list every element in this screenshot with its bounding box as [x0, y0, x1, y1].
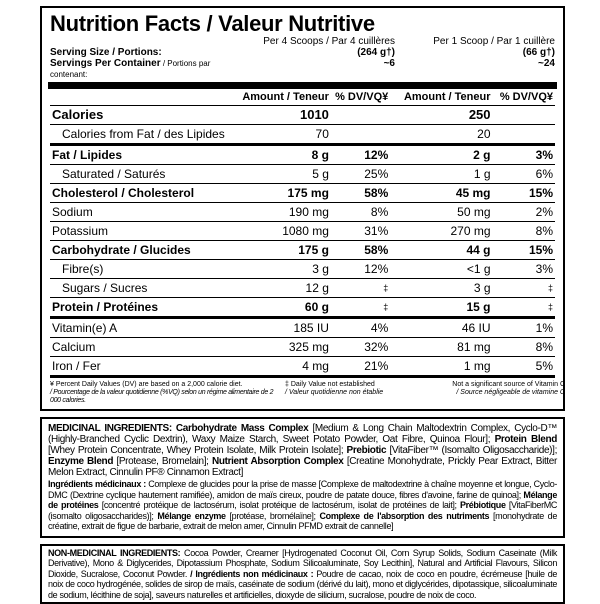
table-row: Protein / Protéines 60 g ‡ 15 g ‡ — [50, 298, 555, 318]
dagger-footnote-en: ‡ Daily Value not established — [285, 381, 435, 389]
serving-info — [50, 36, 555, 80]
servings-col2: ~24 — [395, 58, 555, 80]
amount-header-1: Amount / Teneur — [229, 89, 331, 106]
table-row: Calcium 325 mg 32% 81 mg 8% — [50, 338, 555, 357]
medicinal-ingredients — [40, 417, 565, 538]
thick-divider — [48, 82, 557, 89]
amount-header-2: Amount / Teneur — [402, 89, 493, 106]
vitc-footnote-en: Not a significant source of Vitamin C — [435, 381, 565, 389]
non-medicinal-ingredients — [40, 544, 565, 604]
non-medicinal-text: NON-MEDICINAL INGREDIENTS: Cocoa Powder, Creamer [Hydrogenated Coconut Oil, Corn Syrup Solids, Sodium Caseinate (Milk Derivative), Mono & Diglycerides, Dipotassium Phosphate, Sodium Silicoaluminate, Soy Lecithin], Natural and Artificial Flavours, Silicon Dioxide, Sucralose, Coconut Powder. / Ingrédients non médicinaux : Poudre de cacao, noix de coco en poudre, écrémeuse [huile de noix de coco hydrogénée, solides de sirop de maïs, caséinate de sodium (dérivé du lait), mono et diglycérides, dipotassique, silicoaluminate de sodium, lécithine de soja], saveurs naturelles et artificielles, dioxyde de silicium, sucralose, poudre de noix de coco. — [48, 548, 557, 601]
vitc-footnote-fr: / Source négligeable de vitamine C — [435, 389, 565, 397]
serving-size-col2: (66 g†) — [395, 47, 555, 58]
table-row: Cholesterol / Cholesterol 175 mg 58% 45 mg 15% — [50, 184, 555, 203]
table-row: Carbohydrate / Glucides 175 g 58% 44 g 15% — [50, 241, 555, 260]
table-row: Sodium 190 mg 8% 50 mg 2% — [50, 203, 555, 222]
dv-footnote-en: ¥ Percent Daily Values (DV) are based on a 2,000 calorie diet. — [50, 381, 285, 389]
table-header — [50, 89, 555, 106]
nutrition-facts-panel — [40, 6, 565, 411]
medicinal-text: MEDICINAL INGREDIENTS: Carbohydrate Mass Complex [Medium & Long Chain Maltodextrin Complex, Cyclo-D™ (Highly-Branched Cyclic Dextrin), Waxy Maize Starch, Sweet Potato Powder, Oat Fibre, Quinoa Flour]; Protein Blend [Whey Protein Concentrate, Whey Protein Isolate, Milk Protein Isolate]; Prebiotic [VitaFiber™ (Isomalto Oligosaccharide)]; Enzyme Blend [Protease, Bromelain]; Nutrient Absorption Complex [Creatine Monohydrate, Prickly Pear Extract, Bitter Melon Extract, Cinnulin PF® Cinnamon Extract] — [48, 423, 557, 478]
dagger-footnote-fr: / Valeur quotidienne non établie — [285, 389, 435, 397]
dv-header-2: % DV/VQ¥ — [493, 89, 555, 106]
servings-per-container: Servings Per Container / Portions par contenant: — [50, 58, 240, 80]
table-row: Calories from Fat / des Lipides 70 20 — [50, 125, 555, 145]
col2-header: Per 1 Scoop / Par 1 cuillère — [395, 36, 555, 47]
servings-col1: ~6 — [240, 58, 395, 80]
table-row: Fibre(s) 3 g 12% <1 g 3% — [50, 260, 555, 279]
footnotes — [50, 381, 555, 405]
medicinal-text-fr: Ingrédients médicinaux : Complexe de glucides pour la prise de masse [Complexe de maltodextrine à chaîne moyenne et longue, Cyclo-DMC (Dextrine cyclique hautement ramifiée), amidon de maïs cireux, poudre de patate douce, fibres d'avoine, farine de quinoa]; Mélange de protéines [concentré protéique de lactosérum, isolat protéique de lactosérum, isolat de protéines de lait]; Prébiotique [VitaFiberMC (isomalto oligosaccharides)]; Mélange enzyme [protéase, bromélaïne]; Complexe de l'absorption des nutriments [monohydrate de créatine, extrait de figue de barbarie, extrait de melon amer, Cinnulin PFMD extrait de cannelle] — [48, 479, 557, 532]
dv-footnote-fr: / Pourcentage de la valeur quotidienne (%VQ) selon un régime alimentaire de 2 000 calories. — [50, 389, 285, 405]
table-row: Potassium 1080 mg 31% 270 mg 8% — [50, 222, 555, 241]
table-row: Calories 1010 250 — [50, 106, 555, 125]
col1-header: Per 4 Scoops / Par 4 cuillères — [240, 36, 395, 47]
table-row: Sugars / Sucres 12 g ‡ 3 g ‡ — [50, 279, 555, 298]
page-title: Nutrition Facts / Valeur Nutritive — [50, 12, 555, 36]
table-row: Iron / Fer 4 mg 21% 1 mg 5% — [50, 357, 555, 377]
serving-size-label: Serving Size / Portions: — [50, 47, 240, 58]
nutrient-table — [50, 89, 555, 378]
nutrition-label — [40, 6, 565, 604]
dv-header-1: % DV/VQ¥ — [331, 89, 390, 106]
table-row: Saturated / Saturés 5 g 25% 1 g 6% — [50, 165, 555, 184]
table-row: Fat / Lipides 8 g 12% 2 g 3% — [50, 145, 555, 165]
table-row: Vitamin(e) A 185 IU 4% 46 IU 1% — [50, 318, 555, 338]
serving-size-col1: (264 g†) — [240, 47, 395, 58]
